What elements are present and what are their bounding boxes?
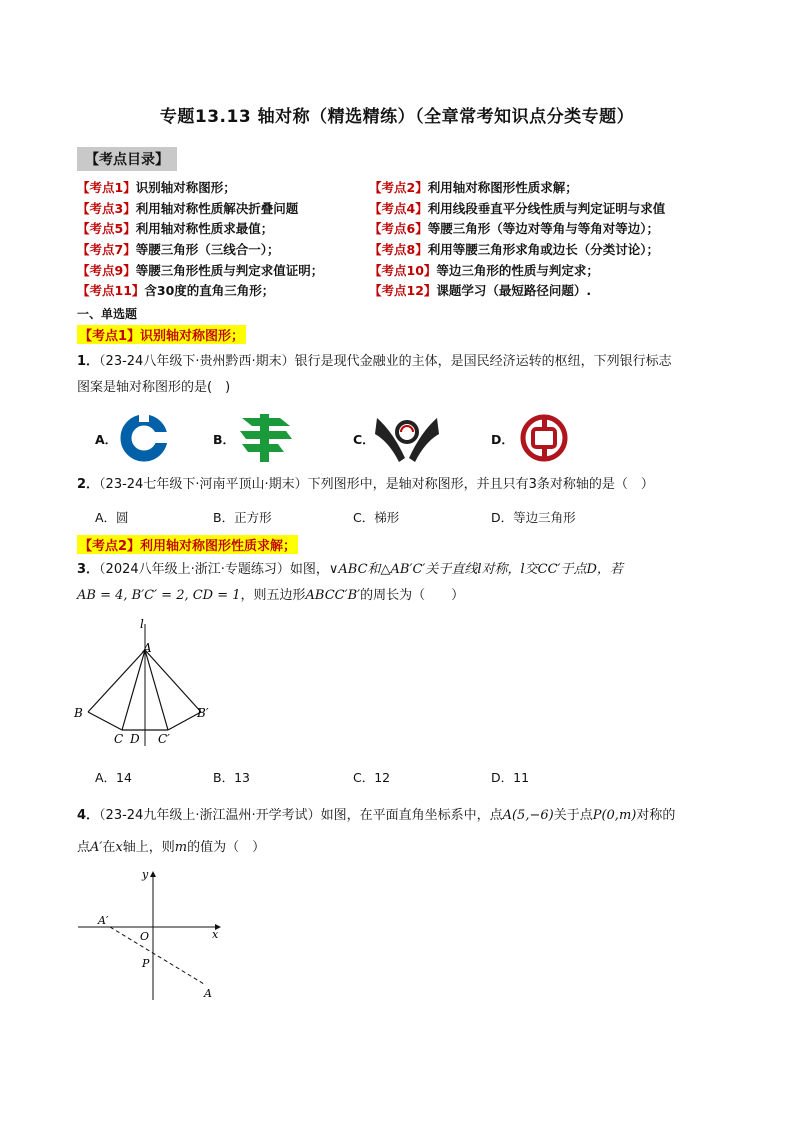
label-o: O — [140, 930, 150, 943]
option-c[interactable]: C． — [353, 432, 375, 447]
label-a: A — [204, 987, 212, 1000]
question-1: 1．（23-24八年级下·贵州黔西·期末）银行是现代金融业的主体，是国民经济运转的枢纽，下列银行标志 图案是轴对称图形的是( ) — [77, 354, 672, 395]
option-a[interactable]: A． — [95, 432, 118, 447]
q4-coordinate-figure — [70, 866, 230, 1006]
question-4: 4．（23-24九年级上·浙江温州·开学考试）如图，在平面直角坐标系中，点A(5,−6)关于点P(0,m)对称的 点A′在x轴上，则m的值为（ ） — [77, 808, 676, 855]
label-p: P — [142, 957, 150, 970]
page-title: 专题13.13 轴对称（精选精练）（全章常考知识点分类专题） — [159, 107, 635, 127]
kaodian-2-heading: 【考点2】利用轴对称图形性质求解； — [77, 535, 298, 554]
label-l: l — [140, 617, 144, 631]
option-d[interactable]: D．11 — [491, 770, 530, 785]
boc-logo-icon[interactable] — [519, 414, 569, 462]
ccb-logo-icon[interactable] — [119, 414, 169, 462]
question-1-options — [95, 414, 715, 462]
toc-item[interactable]: 【考点2】利用轴对称图形性质求解； — [369, 180, 578, 195]
toc-item[interactable]: 【考点12】课题学习（最短路径问题）. — [369, 283, 592, 299]
toc-item[interactable]: 【考点9】等腰三角形性质与判定求值证明； — [77, 262, 324, 278]
option-b[interactable]: B．13 — [213, 770, 250, 785]
toc-item[interactable]: 【考点4】利用线段垂直平分线性质与判定证明与求值 — [369, 200, 666, 216]
toc-item[interactable]: 【考点7】等腰三角形（三线合一）； — [77, 242, 280, 258]
toc-item[interactable]: 【考点1】识别轴对称图形； — [77, 180, 236, 195]
section-heading: 一、单选题 — [77, 307, 138, 321]
toc-item[interactable]: 【考点11】含30度的直角三角形； — [77, 283, 275, 299]
label-b: B — [74, 706, 83, 720]
toc-item[interactable]: 【考点3】利用轴对称性质解决折叠问题 — [77, 200, 299, 216]
option-b[interactable]: B． — [213, 432, 236, 447]
postal-savings-logo-icon[interactable] — [238, 414, 294, 464]
option-d[interactable]: D．等边三角形 — [491, 510, 576, 525]
option-a[interactable]: A．14 — [95, 770, 132, 785]
toc-item[interactable]: 【考点8】利用等腰三角形求角或边长（分类讨论）； — [369, 242, 659, 258]
question-3: 3．（2024八年级上·浙江·专题练习）如图，∨ABC和△AB′C′关于直线l对称，l交CC′于点D，若 AB = 4, B′C′ = 2, CD = 1，则五边形ABCC′B′的周长为（ ） — [77, 562, 623, 603]
label-c-prime: C′ — [158, 732, 170, 746]
option-a[interactable]: A．圆 — [95, 510, 129, 525]
question-3-options — [95, 768, 715, 786]
question-2: 2．（23-24七年级下·河南平顶山·期末）下列图形中，是轴对称图形，并且只有3条对称轴的是（ ） — [77, 477, 654, 492]
label-x: x — [212, 928, 219, 941]
label-b-prime: B′ — [197, 706, 209, 720]
label-a-prime: A′ — [98, 914, 109, 927]
toc-item[interactable]: 【考点10】等边三角形的性质与判定求； — [369, 262, 599, 278]
label-a: A — [143, 641, 152, 655]
toc-item[interactable]: 【考点5】利用轴对称性质求最值； — [77, 221, 274, 237]
option-c[interactable]: C．梯形 — [353, 510, 400, 525]
kaodian-1-heading: 【考点1】识别轴对称图形； — [77, 325, 246, 344]
question-2-options — [95, 508, 715, 526]
toc-list — [77, 178, 727, 302]
option-d[interactable]: D． — [491, 432, 514, 447]
label-c: C — [114, 732, 124, 746]
option-c[interactable]: C．12 — [353, 770, 391, 785]
dashed-segment — [110, 927, 204, 984]
q3-figure — [70, 614, 220, 749]
toc-item[interactable]: 【考点6】等腰三角形（等边对等角与等角对等边）； — [369, 221, 659, 237]
option-b[interactable]: B．正方形 — [213, 510, 272, 525]
rural-bank-logo-icon[interactable] — [375, 414, 439, 464]
label-y: y — [142, 868, 149, 881]
toc-header: 【考点目录】 — [77, 147, 177, 171]
label-d: D — [130, 732, 140, 746]
